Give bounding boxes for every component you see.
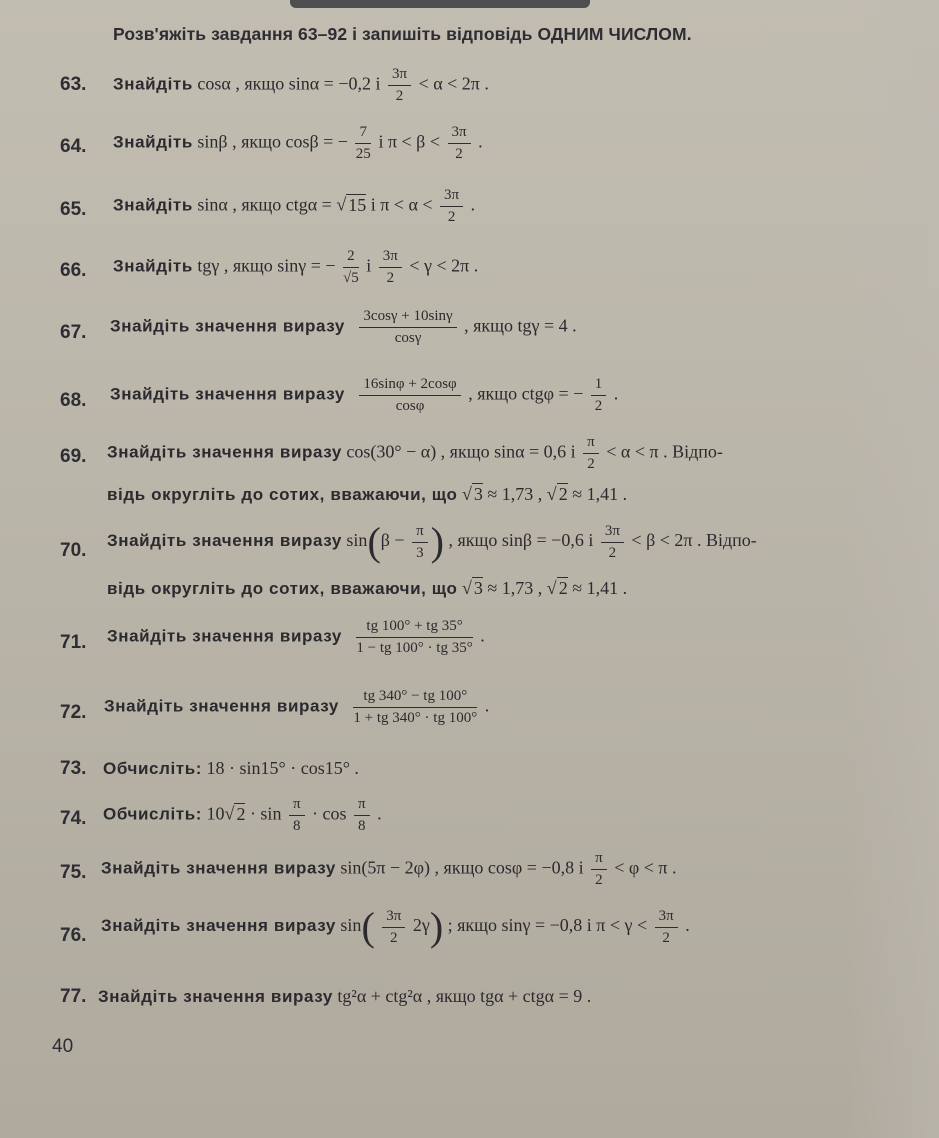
fraction: $\frac{3\pi}{2}$ xyxy=(382,908,405,947)
fraction: $\frac{\pi}{3}$ xyxy=(412,523,428,562)
task-number: 72. xyxy=(60,702,87,723)
task-number: 68. xyxy=(60,390,87,411)
fraction: $\frac{3\pi}{2}$ xyxy=(440,187,463,226)
task-number: 67. xyxy=(60,322,87,343)
task-number: 69. xyxy=(60,446,87,467)
task-text: Знайдіть значення виразу cos(30° − α) , якщо sinα = 0,6 і $\frac{\pi}{2}$ < α < π . Відпо- xyxy=(107,434,723,472)
task-number: 74. xyxy=(60,808,87,829)
task-number: 71. xyxy=(60,632,87,653)
task-number: 65. xyxy=(60,199,87,220)
fraction: $\frac{3\pi}{2}$ xyxy=(601,523,624,562)
task-number: 64. xyxy=(60,136,87,157)
fraction: $\frac{16\sin\varphi + 2\cos\varphi}{\cos\varphi}$ xyxy=(359,376,460,415)
task-text: Знайдіть значення виразу $\frac{16\sin\varphi + 2\cos\varphi}{\cos\varphi}$ , якщо ctgφ = − $\frac{1}{2}$ . xyxy=(110,376,619,414)
task-text: Знайдіть значення виразу tg²α + ctg²α , якщо tgα + ctgα = 9 . xyxy=(98,986,592,1006)
page-shadow xyxy=(849,0,939,1138)
task-text-line2: відь округліть до сотих, вважаючи, що √ 3 ≈ 1,73 , √ 2 ≈ 1,41 . xyxy=(107,578,628,598)
task-number: 73. xyxy=(60,758,87,779)
task-text: Знайдіть значення виразу $\frac{3\cos\gamma + 10\sin\gamma}{\cos\gamma}$ , якщо tgγ = 4 . xyxy=(110,308,577,346)
fraction: $\frac{\pi}{2}$ xyxy=(583,434,599,473)
fraction: $\frac{3\cos\gamma + 10\sin\gamma}{\cos\gamma}$ xyxy=(359,308,456,347)
task-text: Знайдіть значення виразу $\frac{tg 340^\circ - tg 100^\circ}{1 + tg 340^\circ \cdot tg 100^\circ}$ . xyxy=(104,688,490,726)
task-number: 63. xyxy=(60,74,87,95)
page-number: 40 xyxy=(52,1036,74,1057)
task-number: 66. xyxy=(60,260,87,281)
task-text: Обчисліть: 18 · sin15° · cos15° . xyxy=(103,758,359,778)
task-text-line2: відь округліть до сотих, вважаючи, що √ 3 ≈ 1,73 , √ 2 ≈ 1,41 . xyxy=(107,484,628,504)
fraction: $\frac{\pi}{2}$ xyxy=(591,850,607,889)
task-text: Знайдіть значення виразу $\frac{tg 100^\circ + tg 35^\circ}{1 - tg 100^\circ \cdot tg 35^\circ}$ . xyxy=(107,618,485,656)
task-number: 77. xyxy=(60,986,87,1007)
section-banner xyxy=(290,0,590,8)
task-text: Обчисліть: 10√ 2 · sin $\frac{\pi}{8}$ · cos $\frac{\pi}{8}$ . xyxy=(103,796,382,834)
fraction: $\frac{7}{25}$ xyxy=(355,124,371,162)
instructions-header: Розв'яжіть завдання 63–92 і запишіть відповідь ОДНИМ ЧИСЛОМ. xyxy=(113,24,692,44)
fraction: $\frac{3\pi}{2}$ xyxy=(379,248,402,287)
fraction: $\frac{3\pi}{2}$ xyxy=(655,908,678,947)
fraction: $\frac{tg 100^\circ + tg 35^\circ}{1 - tg 100^\circ \cdot tg 35^\circ}$ xyxy=(356,618,473,656)
fraction: $\frac{3\pi}{2}$ xyxy=(448,124,471,163)
fraction: $\frac{2}{√5}$ xyxy=(343,248,359,286)
task-text: Знайдіть sinβ , якщо cosβ = − $\frac{7}{25}$ і π < β < $\frac{3\pi}{2}$ . xyxy=(113,124,483,162)
fraction: $\frac{\pi}{8}$ xyxy=(289,796,305,835)
task-number: 75. xyxy=(60,862,87,883)
task-text: Знайдіть tgγ , якщо sinγ = − $\frac{2}{√5}$ і $\frac{3\pi}{2}$ < γ < 2π . xyxy=(113,248,479,286)
task-text: Знайдіть sinα , якщо ctgα = √ 15 і π < α < $\frac{3\pi}{2}$ . xyxy=(113,187,476,225)
task-text: Знайдіть значення виразу sin(5π − 2φ) , якщо cosφ = −0,8 і $\frac{\pi}{2}$ < φ < π . xyxy=(101,850,677,888)
fraction: $\frac{3\pi}{2}$ xyxy=(388,66,411,105)
task-text: Знайдіть cosα , якщо sinα = −0,2 і $\frac{3\pi}{2}$ < α < 2π . xyxy=(113,66,489,104)
fraction: $\frac{tg 340^\circ - tg 100^\circ}{1 + tg 340^\circ \cdot tg 100^\circ}$ xyxy=(353,688,478,726)
task-text: Знайдіть значення виразу sin( $\frac{3\pi}{2}$ 2γ) ; якщо sinγ = −0,8 і π < γ < $\frac{3\pi}{2}$ . xyxy=(101,904,690,949)
task-number: 76. xyxy=(60,925,87,946)
task-number: 70. xyxy=(60,540,87,561)
task-text: Знайдіть значення виразу sin(β − $\frac{\pi}{3}$ ) , якщо sinβ = −0,6 і $\frac{3\pi}{2}$ < β < 2π . Відпо- xyxy=(107,519,757,564)
fraction: $\frac{1}{2}$ xyxy=(591,376,607,415)
fraction: $\frac{\pi}{8}$ xyxy=(354,796,370,835)
